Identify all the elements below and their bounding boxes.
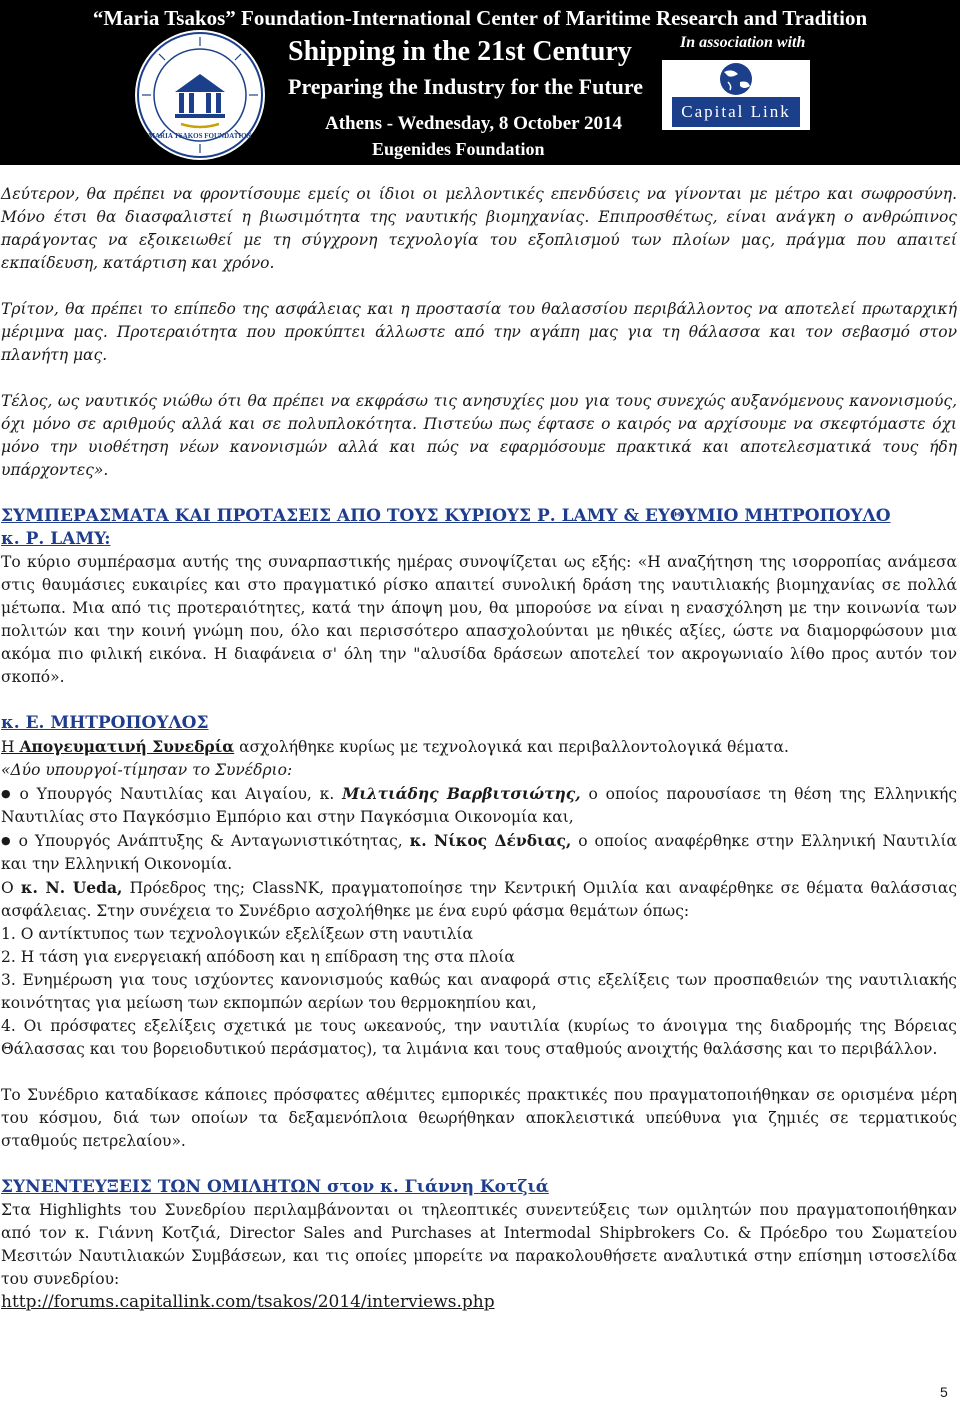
- conference-subtitle: Preparing the Industry for the Future: [288, 74, 644, 99]
- paragraph-third: Τρίτον, θα πρέπει το επίπεδο της ασφάλειας και η προστασία του θαλασσίου περιβάλλοντος να αποτελεί πρωταρχική μέριμνα μας. Προτεραιότητα που προκύπτει άλλωστε από την αγάπη μας για τη θάλασσα και τον σεβασμό στον πλανήτη μας.: [1, 300, 957, 364]
- page-number: 5: [940, 1384, 948, 1400]
- interviews-link-line: [1, 1291, 957, 1314]
- session-name: Απογευματινή Συνεδρία: [19, 737, 235, 756]
- ueda-post: Πρόεδρος της; ClassNK, πραγματοποίησε την Κεντρική Ομιλία και αναφέρθηκε σε θέματα θαλάσσιας ασφάλειας. Στην συνέχεια το Συνέδριο ασχολήθηκε με ένα ευρύ φάσμα θεμάτων όπως:: [1, 879, 957, 920]
- bullet2-post: ο οποίος αναφέρθηκε στην Ελληνική Ναυτιλία και την Ελληνική Οικονομία.: [1, 832, 957, 873]
- paragraph-finally: [1, 390, 957, 482]
- foundation-title: “Maria Tsakos” Foundation-International Center of Maritime Research and Tradition: [92, 6, 868, 30]
- lamy-paragraph: Το κύριο συμπέρασμα αυτής της συναρπαστικής ημέρας συνοψίζεται ως εξής: «Η αναζήτηση της ισορροπίας ανάμεσα στις θαυμάσιες ευκαιρίες και στο πραγματικό ρίσκο απαιτεί συνολική δράση της ναυτιλιακής βιομηχανίας σε πολλά μέτωπα. Μια από τις προτεραιότητες, κατά την άποψη μου, θα μπορούσε να είναι η ενασχόληση με την κοινωνία των πολιτών και την κοινή γνώμη που, όλο και περισσότερο απασχολούνται με ηθικές αξίες, ώστε να διαμορφώσουν μια ακόμα πιο φιλική εικόνα. Η διαφάνεια σ' όλη την "αλυσίδα δράσεων αποτελεί τον ακρογωνιαίο λίθο προς αυτόν τον σκοπό».: [1, 553, 957, 686]
- document-body: [1, 183, 957, 1314]
- bullet-minister-development: [1, 829, 957, 876]
- mitropoulos-label: κ. Ε. ΜΗΤΡΟΠΟΥΛΟΣ: [1, 713, 209, 733]
- topic-item-1: 1. Ο αντίκτυπος των τεχνολογικών εξελίξεων στη ναυτιλία: [1, 925, 473, 943]
- interviews-link[interactable]: http://forums.capitallink.com/tsakos/2014/interviews.php: [1, 1292, 495, 1312]
- lamy-label: κ. Ρ. LAMY:: [1, 529, 111, 549]
- seal-graphic: [135, 30, 265, 160]
- topic-item-3: 3. Ενημέρωση για τους ισχύοντες κανονισμούς καθώς και αναφορά στις εξελίξεις των προσπαθειών της ναυτιλιακής κοινότητας για μείωση των εκπομπών αερίων του θερμοκηπίου και,: [1, 971, 957, 1012]
- ueda-paragraph: [1, 876, 957, 923]
- session-prefix: Η: [1, 738, 20, 756]
- bullet1-name: Μιλτιάδης Βαρβιτσιώτης,: [342, 784, 581, 803]
- conference-date: Athens - Wednesday, 8 October 2014: [325, 113, 622, 134]
- session-rest: ασχολήθηκε κυρίως με τεχνολογικά και περιβαλλοντολογικά θέματα.: [234, 738, 789, 756]
- seal-text: MARIA TSAKOS FOUNDATION: [148, 132, 252, 140]
- interviews-heading: ΣΥΝΕΝΤΕΥΞΕΙΣ ΤΩΝ ΟΜΙΛΗΤΩΝ στον κ. Γιάννη Κοτζιά: [1, 1177, 549, 1197]
- association-label: In association with: [680, 34, 806, 51]
- header-banner: [0, 0, 960, 165]
- interviews-paragraph: Στα Highlights του Συνεδρίου περιλαμβάνονται οι τηλεοπτικές συνεντεύξεις των ομιλητών που πραγματοποιήθηκαν από τον κ. Γιάννη Κοτζιά, Director Sales and Purchases at Intermodal Shipbrokers Co. & Πρόεδρο του Σωματείου Μεσιτών Ναυτιλιακών Συμβάσεων, και τις οποίες μπορείτε να παρακολουθήσετε αναλυτικά στην επίσημη ιστοσελίδα του συνεδρίου:: [1, 1201, 957, 1288]
- conference-title: Shipping in the 21st Century: [288, 36, 632, 67]
- conclusions-heading: ΣΥΜΠΕΡΑΣΜΑΤΑ ΚΑΙ ΠΡΟΤΑΣΕΙΣ ΑΠΟ ΤΟΥΣ ΚΥΡΙΟΥΣ Ρ. LAMY & ΕΥΘΥΜΙΟ ΜΗΤΡΟΠΟΥΛΟ: [1, 506, 891, 526]
- paragraph-finally-part1: Τέλος, ως ναυτικός νιώθω ότι θα πρέπει να εκφράσω τις ανησυχίες μου για τους συνεχώς αυξανόμενους κανονισμούς, όχι μόνο σε αριθμούς αλλά και σε πολυπλοκότητα.: [1, 392, 957, 433]
- paragraph-second: Δεύτερον, θα πρέπει να φροντίσουμε εμείς οι ίδιοι οι μελλοντικές επενδύσεις να γίνονται με μέτρο και σωφροσύνη. Μόνο έτσι θα διασφαλιστεί η βιωσιμότητα της ναυτικής βιομηχανίας. Επιπροσθέτως, είναι ανάγκη ο ανθρώπινος παράγοντας να εξοικειωθεί με τη σύγχρονη τεχνολογία του εξοπλισμού των πλοίων μας, πράγμα που απαιτεί εκπαίδευση, κατάρτιση και χρόνο.: [1, 185, 957, 272]
- foundation-seal-logo: [135, 30, 265, 160]
- bullet2-name: κ. Νίκος Δένδιας,: [409, 831, 572, 850]
- topic-item-4: 4. Οι πρόσφατες εξελίξεις σχετικά με τους ωκεανούς, την ναυτιλία (κυρίως το άνοιγμα της διαδρομής της Βόρειας Θάλασσας και του βορειοδυτικού περάσματος), τα λιμάνια και τους σταθμούς ανοιχτής θαλάσσης και το περιβάλλον.: [1, 1017, 957, 1058]
- ministers-intro: «Δύο υπουργοί-τίμησαν το Συνέδριο:: [1, 761, 293, 779]
- topic-item-2: 2. Η τάση για ενεργειακή απόδοση και η επίδραση της στα πλοία: [1, 948, 515, 966]
- conference-venue: Eugenides Foundation: [372, 139, 545, 159]
- bullet1-pre: ο Υπουργός Ναυτιλίας και Αιγαίου, κ.: [19, 785, 343, 803]
- bullet2-pre: ο Υπουργός Ανάπτυξης & Ανταγωνιστικότητας,: [18, 832, 410, 850]
- afternoon-session-line: [1, 735, 957, 759]
- ueda-name: κ. Ν. Ueda,: [20, 878, 123, 897]
- bullet-minister-shipping: [1, 782, 957, 829]
- ueda-pre: Ο: [1, 879, 21, 897]
- bullet1-post: ο οποίος παρουσίασε τη θέση της Ελληνικής Ναυτιλίας στο Παγκόσμιο Εμπόριο και στην Παγκόσμια Οικονομία και,: [1, 785, 957, 826]
- capital-link-wordmark: Capital Link: [672, 97, 800, 127]
- paragraph-finally-part2: Πιστεύω πως έφτασε ο καιρός να αρχίσουμε να σκεφτόμαστε όχι μόνο την υιοθέτηση νέων κανονισμών αλλά και πώς να εφαρμόσουμε πρακτικά και αποτελεσματικά τους ήδη υπάρχοντες».: [1, 415, 957, 479]
- closing-paragraph: Το Συνέδριο καταδίκασε κάποιες πρόσφατες αθέμιτες εμπορικές πρακτικές που πραγματοποιήθηκαν σε ορισμένα μέρη του κόσμου, διά των οποίων τα δεξαμενόπλοια θεωρήθηκαν αποκλειστικά υπεύθυνα για ζημιές σε τερματικούς σταθμούς πετρελαίου».: [1, 1086, 957, 1150]
